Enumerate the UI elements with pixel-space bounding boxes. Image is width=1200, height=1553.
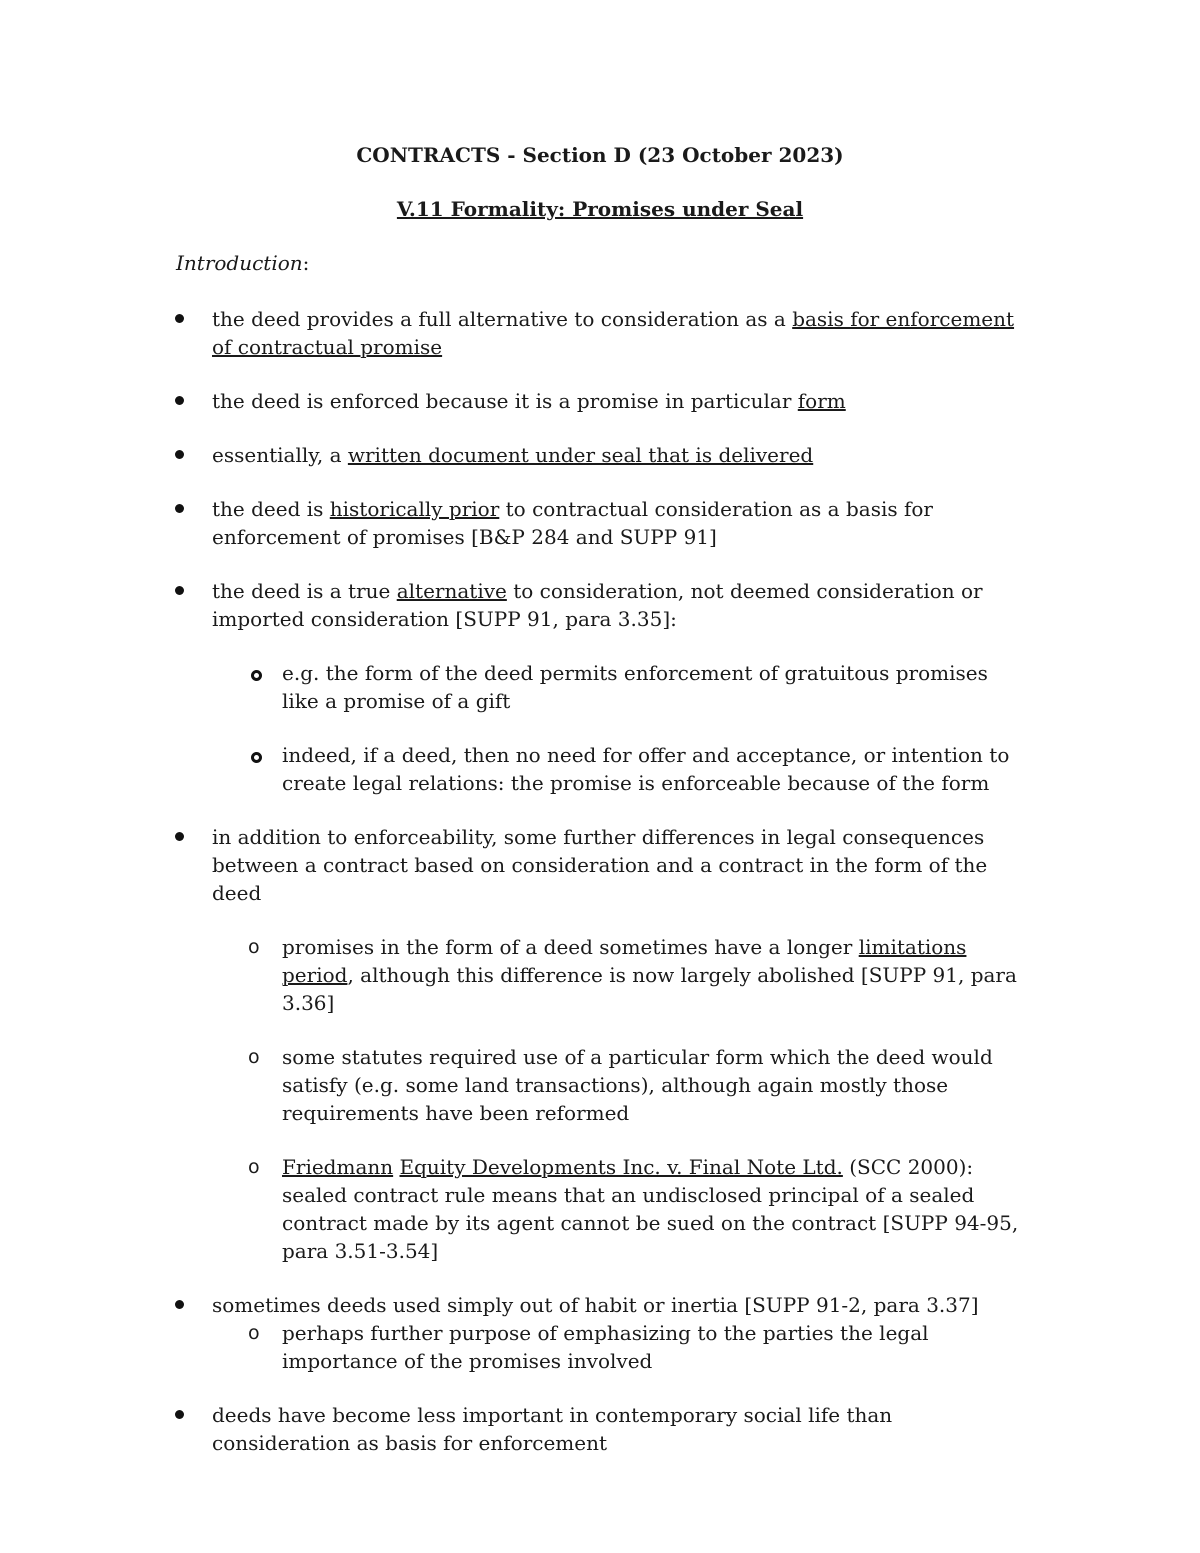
item-text: to consideration, not deemed consideration or imported consideration [SUPP 91, para 3.35]: — [212, 579, 983, 631]
list-item — [212, 387, 1032, 415]
item-text: in addition to enforceability, some further differences in legal consequences between a contract based on consideration and a contract in the form of the deed — [212, 825, 988, 905]
circle-bullet-icon: o — [248, 1322, 260, 1344]
bullet-list — [0, 305, 1200, 1457]
list-item — [212, 823, 1032, 907]
bullet-icon — [175, 832, 184, 841]
sub-list-item — [248, 1043, 1027, 1127]
item-text: the deed provides a full alternative to consideration as a — [212, 307, 793, 331]
ring-bullet-icon — [251, 752, 262, 763]
bullet-icon — [175, 314, 184, 323]
list-item — [212, 1291, 1032, 1319]
sub-list-item — [282, 741, 1027, 797]
introduction-colon: : — [302, 251, 310, 275]
circle-bullet-icon: o — [248, 1046, 260, 1068]
list-item — [212, 577, 1032, 633]
sub-list-item — [248, 1153, 1027, 1265]
item-text: sometimes deeds used simply out of habit or inertia [SUPP 91-2, para 3.37] — [212, 1293, 979, 1317]
bullet-icon — [175, 1300, 184, 1309]
bullet-icon — [175, 504, 184, 513]
item-text: the deed is a true — [212, 579, 397, 603]
sub-list-item — [248, 933, 1027, 1017]
bullet-icon — [175, 396, 184, 405]
item-text: the deed is — [212, 497, 330, 521]
case-name-part: Friedmann — [282, 1155, 394, 1179]
list-item — [212, 441, 1032, 469]
bullet-icon — [175, 450, 184, 459]
section-heading: V.11 Formality: Promises under Seal — [396, 197, 804, 221]
ring-bullet-icon — [251, 670, 262, 681]
introduction-label — [176, 251, 309, 275]
item-text: (SCC 2000): sealed contract rule means that an undisclosed principal of a sealed contract made by its agent cannot be sued on the contract [SUPP 94-95, para 3.51-3.54] — [282, 1155, 1019, 1263]
item-text: perhaps further purpose of emphasizing to the parties the legal importance of the promises involved — [282, 1321, 929, 1373]
item-text: e.g. the form of the deed permits enforcement of gratuitous promises like a promise of a gift — [282, 661, 988, 713]
case-name-part: Equity Developments Inc. v. Final Note Ltd. — [399, 1155, 843, 1179]
item-text: some statutes required use of a particular form which the deed would satisfy (e.g. some land transactions), although again mostly those requirements have been reformed — [282, 1045, 993, 1125]
item-text: promises in the form of a deed sometimes have a longer — [282, 935, 859, 959]
item-underlined-text: basis for enforcement of contractual promise — [212, 307, 1015, 359]
item-underlined-text: historically prior — [329, 497, 500, 521]
circle-bullet-icon: o — [248, 1156, 260, 1178]
item-text: the deed is enforced because it is a promise in particular — [212, 389, 798, 413]
item-underlined-text: alternative — [396, 579, 507, 603]
bullet-icon — [175, 1410, 184, 1419]
sub-list-item — [248, 1319, 1027, 1375]
item-text: essentially, a — [212, 443, 348, 467]
item-text: deeds have become less important in contemporary social life than consideration as basis for enforcement — [212, 1403, 893, 1455]
item-underlined-text: limitations period — [282, 935, 967, 987]
introduction-text: Introduction — [176, 251, 303, 275]
item-underlined-text: form — [797, 389, 846, 413]
item-underlined-text: written document under seal that is delivered — [347, 443, 814, 467]
list-item — [212, 1401, 1032, 1457]
item-text: indeed, if a deed, then no need for offer and acceptance, or intention to create legal relations: the promise is enforceable because of the form — [282, 743, 1010, 795]
document-title: CONTRACTS - Section D (23 October 2023) — [356, 143, 844, 167]
item-text: , although this difference is now largely abolished [SUPP 91, para 3.36] — [282, 963, 1017, 1015]
item-text: to contractual consideration as a basis for enforcement of promises [B&P 284 and SUPP 91] — [212, 497, 933, 549]
bullet-icon — [175, 586, 184, 595]
circle-bullet-icon: o — [248, 936, 260, 958]
sub-list-item — [282, 659, 1027, 715]
list-item — [212, 305, 1032, 361]
list-item — [212, 495, 1032, 551]
